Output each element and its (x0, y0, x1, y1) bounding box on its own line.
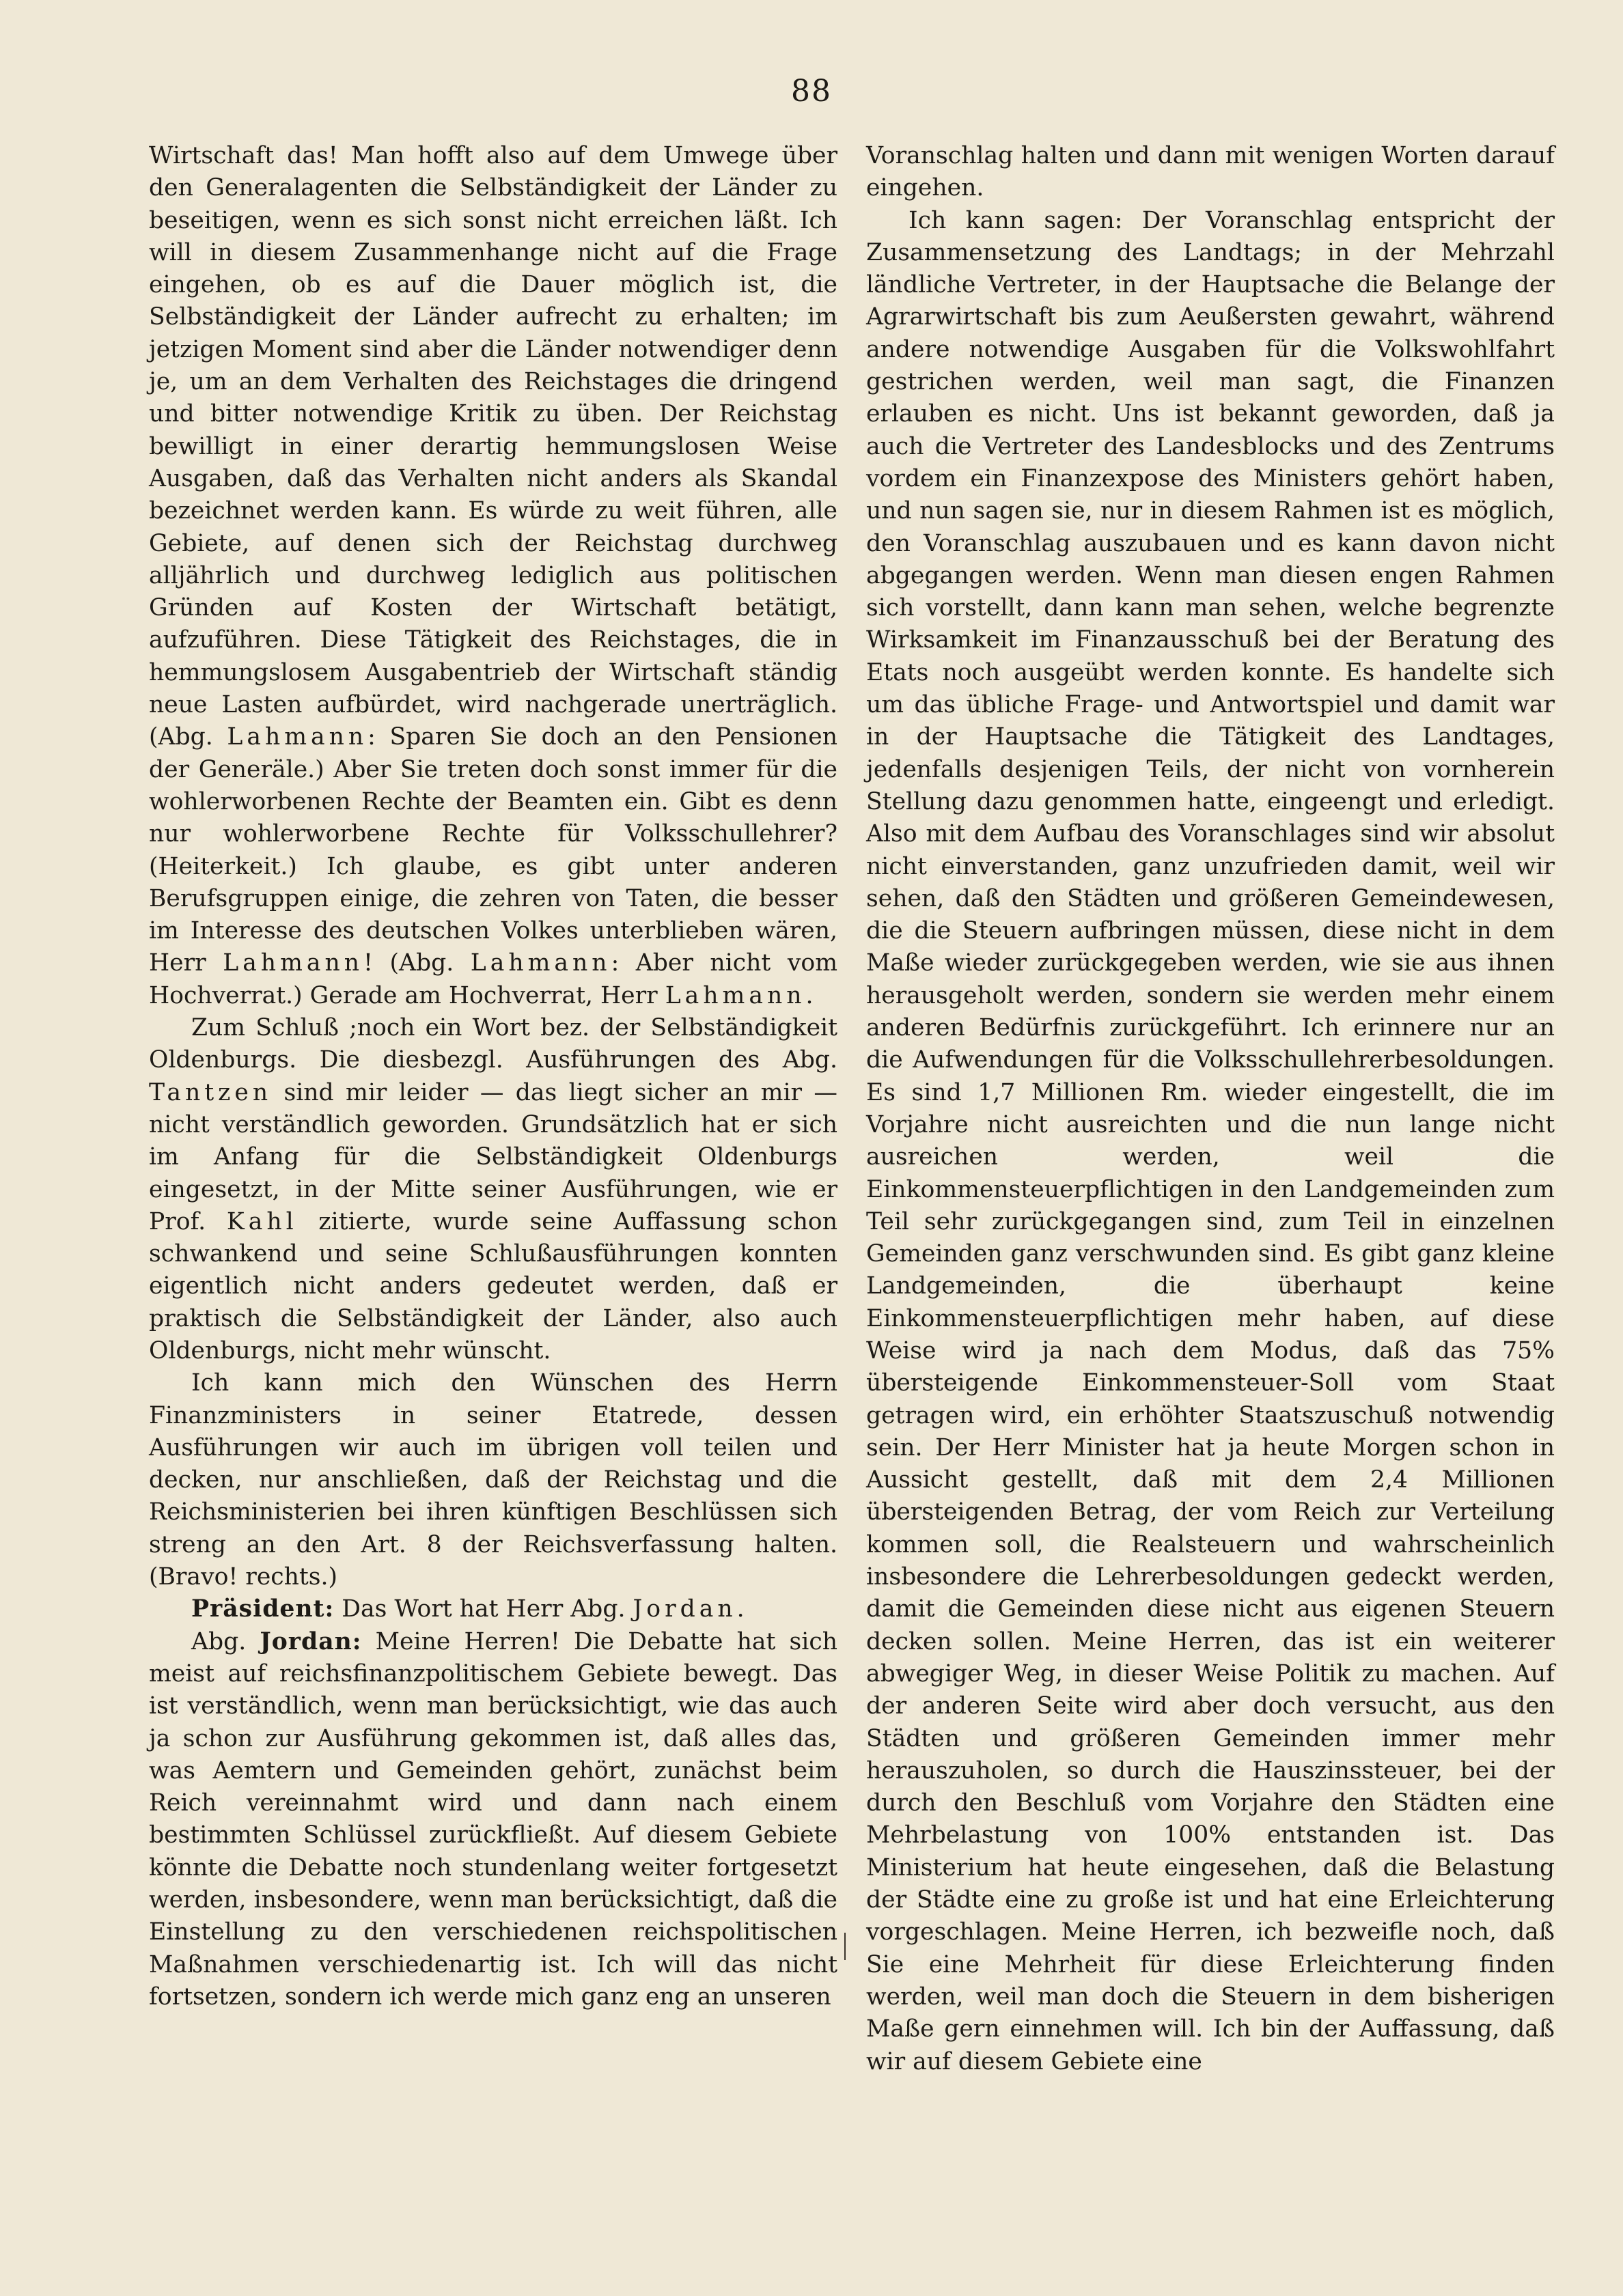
text-run: ! (Abg. (363, 949, 471, 977)
text-run: Meine Herren! Die Debatte hat sich meist auf reichsfinanzpolitischem Gebiete bewegt. Das ist verständlich, wenn man berücksichtigt, wie das auch ja schon zur Ausführung gekommen ist, daß alles das, was Aemtern und Gemeinden gehört, zunächst beim Reich vereinnahmt wird und dann nach einem bestimmten Schlüssel zurückfließt. Auf diesem Gebiete könnte die Debatte noch stundenlang weiter fortgesetzt werden, insbesondere, wenn man berücksichtigt, daß die Einstellung zu den verschiedenen reichspolitischen Maßnahmen verschiedenartig ist. Ich will das nicht fortsetzen, sondern ich werde mich ganz eng an unseren (149, 1627, 837, 2011)
text-run: Ich kann sagen: Der Voranschlag entspricht der Zusammensetzung des Landtags; in der Mehrzahl ländliche Vertreter, in der Hauptsache die Belange der Agrarwirtschaft bis zum Aeußersten gewahrt, während andere notwendige Ausgaben für die Volkswohlfahrt gestrichen werden, weil man sagt, die Finanzen erlauben es nicht. Uns ist bekannt geworden, daß ja auch die Vertreter des Landesblocks und des Zentrums vordem ein Finanzexpose des Ministers gehört haben, und nun sagen sie, nur in diesem Rahmen ist es möglich, den Voranschlag auszubauen und es kann davon nicht abgegangen werden. Wenn man diesen engen Rahmen sich vorstellt, dann kann man sehen, welche begrenzte Wirksamkeit im Finanzausschuß bei der Beratung des Etats noch ausgeübt werden konnte. Es handelte sich um das übliche Frage- und Antwortspiel und damit war in der Hauptsache die Tätigkeit des Landtages, jedenfalls desjenigen Teils, der nicht von vornherein Stellung dazu genommen hatte, eingeengt und erledigt. Also mit dem Aufbau des Voranschlages sind wir absolut nicht einverstanden, ganz unzufrieden damit, weil wir sehen, daß den Städten und größeren Gemeindewesen, die die Steuern aufbringen müssen, diese nicht in dem Maße wieder zurückgegeben werden, wie sie aus ihnen herausgeholt werden, sondern sie werden mehr einem anderen Bedürfnis zurückgeführt. Ich erinnere nur an die Aufwendungen für die Volksschullehrerbesoldungen. Es sind 1,7 Millionen Rm. wieder eingestellt, die im Vorjahre nicht ausreichten und die nun lange nicht ausreichen werden, weil die Einkommensteuerpflichtigen in den Landgemeinden zum Teil sehr zurückgegangen sind, zum Teil in einzelnen Gemeinden ganz verschwunden sind. Es gibt ganz kleine Landgemeinden, die überhaupt keine Einkommensteuerpflichtigen mehr haben, auf diese Weise wird ja nach dem Modus, daß das 75% übersteigende Einkommensteuer-Soll vom Staat getragen wird, ein erhöhter Staatszuschuß notwendig sein. Der Herr Minister hat ja heute Morgen schon in Aussicht gestellt, daß mit dem 2,4 Millionen übersteigenden Betrag, der vom Reich zur Verteilung kommen soll, die Realsteuern und wahrscheinlich insbesondere die Lehrerbesoldungen gedeckt werden, damit die Gemeinden diese nicht aus eigenen Steuern decken sollen. Meine Herren, das ist ein weiterer abwegiger Weg, in dieser Weise Politik zu machen. Auf der anderen Seite wird aber doch versucht, aus den Städten und größeren Gemeinden immer mehr herauszuholen, so durch die Hauszinssteuer, bei der durch den Beschluß vom Vorjahre den Städten eine Mehrbelastung von 100% entstanden ist. Das Ministerium hat heute eingesehen, daß die Belastung der Städte eine zu große ist und hat eine Erleichterung vorgeschlagen. Meine Herren, ich bezweifle noch, daß Sie eine Mehrheit für diese Erleichterung finden werden, weil man doch die Steuern in dem bisherigen Maße gern einnehmen will. Ich bin der Auffassung, daß wir auf diesem Gebiete eine (866, 206, 1555, 2075)
text-run: . (805, 981, 814, 1009)
text-run: : Aber nicht vom Hochverrat.) Gerade am Hochverrat, Herr (149, 949, 837, 1009)
text-run: Ich kann mich den Wünschen des Herrn Finanzministers in seiner Etatrede, dessen Ausführungen wir auch im übrigen voll teilen und decken, nur anschließen, daß der Reichstag und die Reichsministerien bei ihren künftigen Beschlüssen sich streng an den Art. 8 der Reichsverfassung halten. (Bravo! rechts.) (149, 1369, 837, 1591)
paragraph (149, 140, 837, 1012)
paragraph (149, 1626, 837, 2014)
spaced-name: Lahmann (665, 981, 806, 1009)
column-rule (844, 1933, 846, 1960)
left-column (149, 140, 837, 2013)
page-number: 88 (791, 74, 832, 109)
text-run: zitierte, wurde seine Auffassung schon schwankend und seine Schlußausführungen konnten eigentlich nicht anders gedeutet werden, daß er praktisch die Selbständigkeit der Länder, also auch Oldenburgs, nicht mehr wünscht. (149, 1207, 837, 1364)
text-run: : Sparen Sie doch an den Pensionen der Generäle.) Aber Sie treten doch sonst immer für die wohlerworbenen Rechte der Beamten ein. Gibt es denn nur wohlerworbene Rechte für Volksschullehrer? (Heiterkeit.) Ich glaube, es gibt unter anderen Berufsgruppen einige, die zehren von Taten, die besser im Interesse des deutschen Volkes unterblieben wären, Herr (149, 723, 838, 977)
spaced-name: Lahmann (227, 723, 368, 751)
text-run: Abg. (191, 1627, 260, 1655)
text-run: Voranschlag halten und dann mit wenigen Worten darauf eingehen. (866, 142, 1555, 202)
speaker-name: Jordan: (260, 1627, 362, 1655)
text-run: Wirtschaft das! Man hofft also auf dem Umwege über den Generalagenten die Selbständigkeit der Länder zu beseitigen, wenn es sich sonst nicht erreichen läßt. Ich will in diesem Zusammenhange nicht auf die Frage eingehen, ob es auf die Dauer möglich ist, die Selbständigkeit der Länder aufrecht zu erhalten; im jetzigen Moment sind aber die Länder notwendiger denn je, um an dem Verhalten des Reichstages die dringend und bitter notwendige Kritik zu üben. Der Reichstag bewilligt in einer derartig hemmungslosen Weise Ausgaben, daß das Verhalten nicht anders als Skandal bezeichnet werden kann. Es würde zu weit führen, alle Gebiete, auf denen sich der Reichstag durchweg alljährlich und durchweg lediglich aus politischen Gründen auf Kosten der Wirtschaft betätigt, aufzuführen. Diese Tätigkeit des Reichstages, die in hemmungslosem Ausgabentrieb der Wirtschaft ständig neue Lasten aufbürdet, wird nachgerade unerträglich. (Abg. (149, 142, 837, 751)
spaced-name: Lahmann (470, 949, 611, 977)
speaker-name: Präsident: (191, 1595, 335, 1623)
spaced-name: Kahl (226, 1207, 298, 1235)
text-run: Zum Schluß ;noch ein Wort bez. der Selbständigkeit Oldenburgs. Die diesbezgl. Ausführungen des Abg. (149, 1014, 837, 1074)
text-run: sind mir leider — das liegt sicher an mir — nicht verständlich geworden. Grundsätzlich hat er sich im Anfang für die Selbständigkeit Oldenburgs eingesetzt, in der Mitte seiner Ausführungen, wie er Prof. (149, 1078, 837, 1235)
spaced-name: Jordan (633, 1595, 737, 1623)
text-run: . (736, 1595, 745, 1623)
spaced-name: Lahmann (223, 949, 364, 977)
text-run: Das Wort hat Herr Abg. (334, 1595, 633, 1623)
paragraph (866, 140, 1555, 205)
paragraph (149, 1367, 837, 1593)
paragraph (149, 1012, 837, 1367)
spaced-name: Tantzen (149, 1078, 273, 1106)
paragraph (149, 1593, 837, 1625)
paragraph (866, 205, 1555, 2078)
right-column (866, 140, 1555, 2078)
